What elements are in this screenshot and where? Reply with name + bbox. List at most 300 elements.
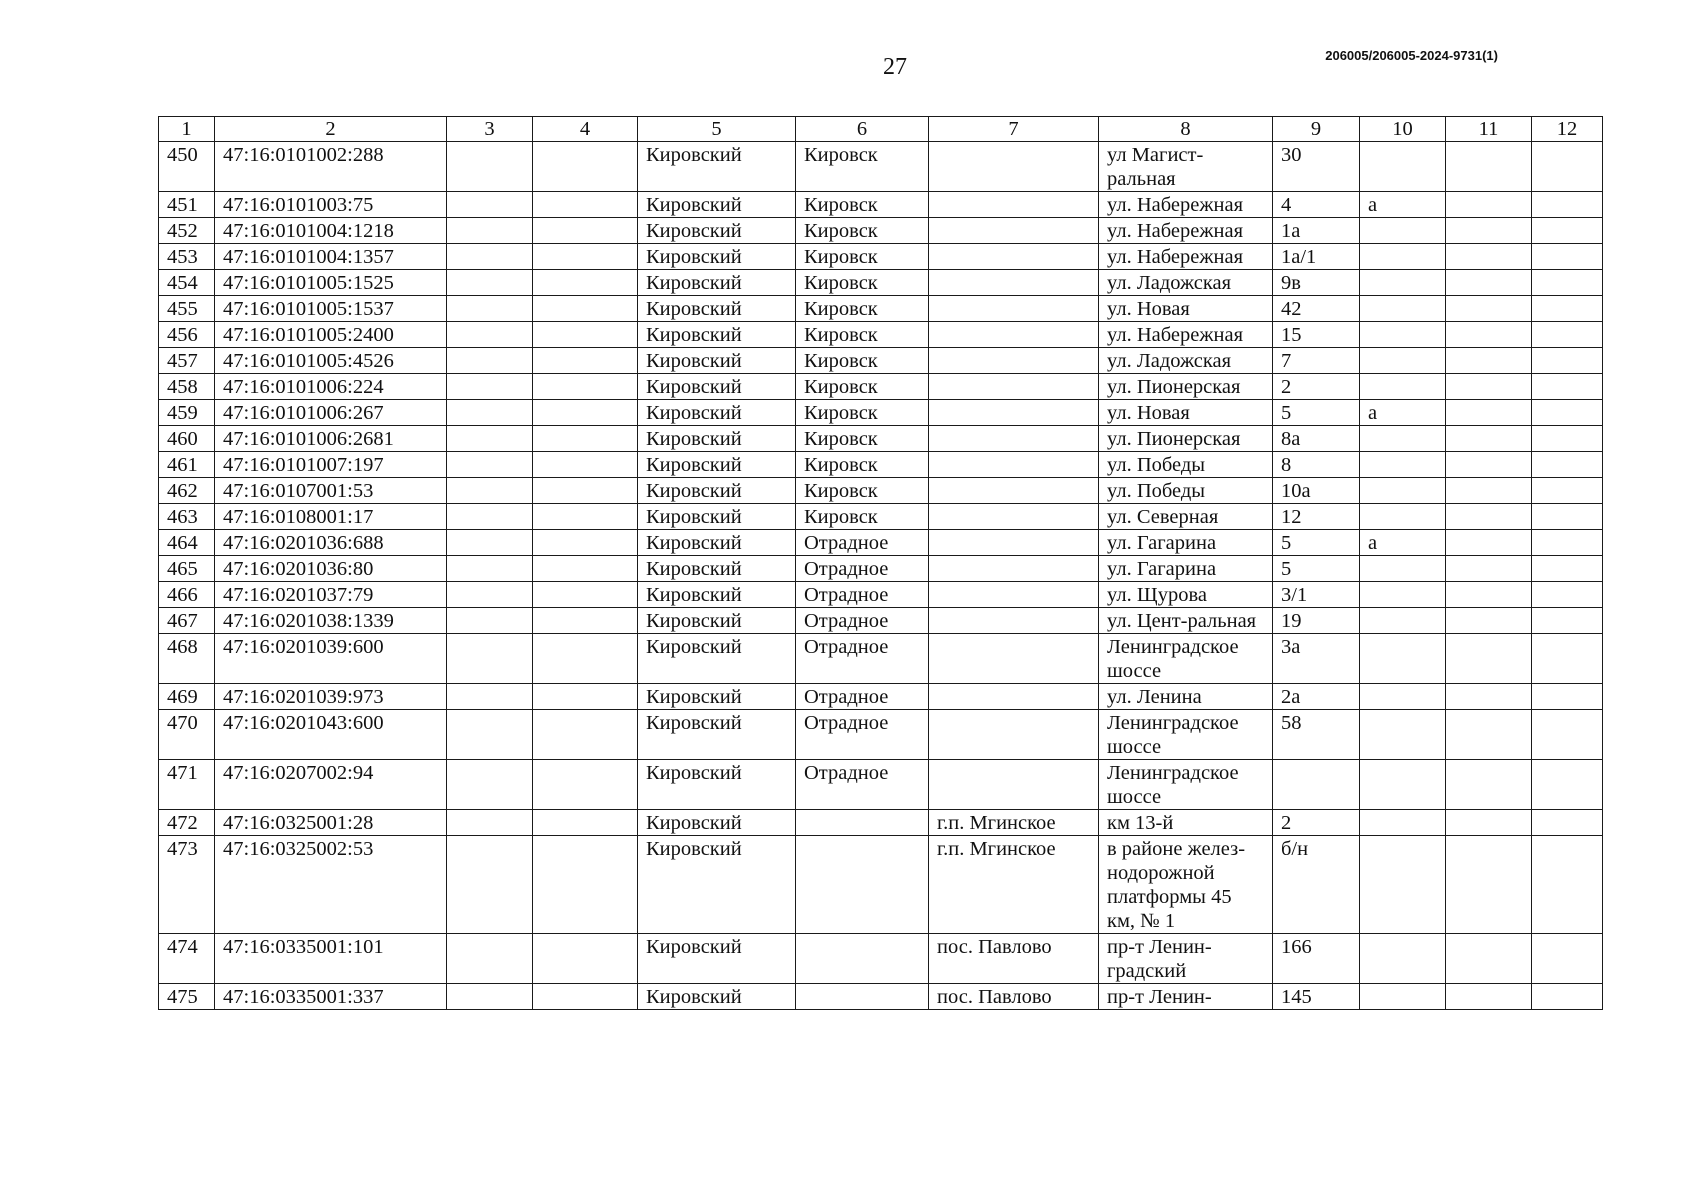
settlement-cell bbox=[929, 244, 1099, 270]
col-11-cell bbox=[1446, 684, 1532, 710]
row-number-cell: 457 bbox=[159, 348, 215, 374]
district-cell: Кировский bbox=[638, 582, 796, 608]
cadastral-number-cell: 47:16:0325002:53 bbox=[215, 836, 447, 934]
column-header-12: 12 bbox=[1532, 117, 1603, 142]
house-number-cell: 15 bbox=[1273, 322, 1360, 348]
settlement-cell bbox=[929, 426, 1099, 452]
col-12-cell bbox=[1532, 810, 1603, 836]
city-cell: Отрадное bbox=[796, 530, 929, 556]
street-cell: ул. Гагарина bbox=[1099, 530, 1273, 556]
cadastral-number-cell: 47:16:0101004:1357 bbox=[215, 244, 447, 270]
city-cell: Кировск bbox=[796, 504, 929, 530]
col-12-cell bbox=[1532, 348, 1603, 374]
house-number-cell: 4 bbox=[1273, 192, 1360, 218]
row-number-cell: 464 bbox=[159, 530, 215, 556]
col-3-cell bbox=[447, 192, 533, 218]
settlement-cell bbox=[929, 452, 1099, 478]
house-number-cell: 42 bbox=[1273, 296, 1360, 322]
col-3-cell bbox=[447, 296, 533, 322]
street-cell: Ленинградское шоссе bbox=[1099, 710, 1273, 760]
row-number-cell: 474 bbox=[159, 934, 215, 984]
street-cell: пр-т Ленин-градский bbox=[1099, 934, 1273, 984]
column-header-7: 7 bbox=[929, 117, 1099, 142]
column-header-4: 4 bbox=[533, 117, 638, 142]
col-11-cell bbox=[1446, 984, 1532, 1010]
settlement-cell bbox=[929, 634, 1099, 684]
col-4-cell bbox=[533, 710, 638, 760]
table-row bbox=[159, 582, 1603, 608]
district-cell: Кировский bbox=[638, 296, 796, 322]
col-12-cell bbox=[1532, 270, 1603, 296]
col-3-cell bbox=[447, 218, 533, 244]
cadastral-number-cell: 47:16:0201036:688 bbox=[215, 530, 447, 556]
col-4-cell bbox=[533, 934, 638, 984]
row-number-cell: 450 bbox=[159, 142, 215, 192]
letter-cell bbox=[1360, 836, 1446, 934]
table-row bbox=[159, 348, 1603, 374]
col-4-cell bbox=[533, 452, 638, 478]
table-row bbox=[159, 608, 1603, 634]
col-4-cell bbox=[533, 608, 638, 634]
cadastral-number-cell: 47:16:0201039:600 bbox=[215, 634, 447, 684]
col-11-cell bbox=[1446, 810, 1532, 836]
col-11-cell bbox=[1446, 452, 1532, 478]
cadastral-number-cell: 47:16:0101005:1525 bbox=[215, 270, 447, 296]
col-12-cell bbox=[1532, 504, 1603, 530]
col-3-cell bbox=[447, 452, 533, 478]
city-cell: Кировск bbox=[796, 322, 929, 348]
settlement-cell bbox=[929, 530, 1099, 556]
col-4-cell bbox=[533, 348, 638, 374]
table-row bbox=[159, 684, 1603, 710]
street-cell: ул. Гагарина bbox=[1099, 556, 1273, 582]
col-11-cell bbox=[1446, 608, 1532, 634]
street-cell: ул. Ладожская bbox=[1099, 348, 1273, 374]
col-3-cell bbox=[447, 582, 533, 608]
letter-cell: а bbox=[1360, 400, 1446, 426]
district-cell: Кировский bbox=[638, 218, 796, 244]
row-number-cell: 465 bbox=[159, 556, 215, 582]
col-11-cell bbox=[1446, 426, 1532, 452]
city-cell: Кировск bbox=[796, 270, 929, 296]
col-3-cell bbox=[447, 426, 533, 452]
col-4-cell bbox=[533, 322, 638, 348]
district-cell: Кировский bbox=[638, 810, 796, 836]
street-cell: ул. Ладожская bbox=[1099, 270, 1273, 296]
col-11-cell bbox=[1446, 270, 1532, 296]
row-number-cell: 470 bbox=[159, 710, 215, 760]
settlement-cell bbox=[929, 374, 1099, 400]
city-cell: Кировск bbox=[796, 374, 929, 400]
col-4-cell bbox=[533, 810, 638, 836]
col-4-cell bbox=[533, 634, 638, 684]
district-cell: Кировский bbox=[638, 608, 796, 634]
row-number-cell: 472 bbox=[159, 810, 215, 836]
col-12-cell bbox=[1532, 426, 1603, 452]
street-cell: ул. Новая bbox=[1099, 400, 1273, 426]
letter-cell bbox=[1360, 984, 1446, 1010]
column-header-1: 1 bbox=[159, 117, 215, 142]
table-row bbox=[159, 634, 1603, 684]
col-11-cell bbox=[1446, 934, 1532, 984]
col-11-cell bbox=[1446, 504, 1532, 530]
settlement-cell bbox=[929, 296, 1099, 322]
letter-cell bbox=[1360, 710, 1446, 760]
col-4-cell bbox=[533, 244, 638, 270]
col-11-cell bbox=[1446, 836, 1532, 934]
col-4-cell bbox=[533, 530, 638, 556]
col-4-cell bbox=[533, 984, 638, 1010]
col-3-cell bbox=[447, 530, 533, 556]
col-11-cell bbox=[1446, 556, 1532, 582]
col-12-cell bbox=[1532, 530, 1603, 556]
cadastral-number-cell: 47:16:0201036:80 bbox=[215, 556, 447, 582]
cadastral-number-cell: 47:16:0335001:101 bbox=[215, 934, 447, 984]
letter-cell bbox=[1360, 218, 1446, 244]
cadastral-number-cell: 47:16:0335001:337 bbox=[215, 984, 447, 1010]
district-cell: Кировский bbox=[638, 634, 796, 684]
street-cell: в районе желез-нодорожной платформы 45 км, № 1 bbox=[1099, 836, 1273, 934]
house-number-cell: 1а/1 bbox=[1273, 244, 1360, 270]
property-table bbox=[158, 116, 1603, 1010]
table-row bbox=[159, 142, 1603, 192]
letter-cell bbox=[1360, 322, 1446, 348]
col-12-cell bbox=[1532, 556, 1603, 582]
cadastral-number-cell: 47:16:0207002:94 bbox=[215, 760, 447, 810]
district-cell: Кировский bbox=[638, 530, 796, 556]
cadastral-number-cell: 47:16:0101002:288 bbox=[215, 142, 447, 192]
column-header-8: 8 bbox=[1099, 117, 1273, 142]
letter-cell bbox=[1360, 582, 1446, 608]
col-11-cell bbox=[1446, 400, 1532, 426]
district-cell: Кировский bbox=[638, 478, 796, 504]
row-number-cell: 453 bbox=[159, 244, 215, 270]
letter-cell bbox=[1360, 504, 1446, 530]
house-number-cell: 8 bbox=[1273, 452, 1360, 478]
cadastral-number-cell: 47:16:0201038:1339 bbox=[215, 608, 447, 634]
letter-cell bbox=[1360, 296, 1446, 322]
col-3-cell bbox=[447, 810, 533, 836]
city-cell: Отрадное bbox=[796, 710, 929, 760]
house-number-cell: 2 bbox=[1273, 374, 1360, 400]
col-11-cell bbox=[1446, 374, 1532, 400]
street-cell: ул. Набережная bbox=[1099, 218, 1273, 244]
col-12-cell bbox=[1532, 452, 1603, 478]
settlement-cell bbox=[929, 270, 1099, 296]
city-cell: Кировск bbox=[796, 192, 929, 218]
column-header-6: 6 bbox=[796, 117, 929, 142]
col-4-cell bbox=[533, 192, 638, 218]
street-cell: ул. Победы bbox=[1099, 478, 1273, 504]
settlement-cell bbox=[929, 218, 1099, 244]
row-number-cell: 475 bbox=[159, 984, 215, 1010]
house-number-cell: 9в bbox=[1273, 270, 1360, 296]
letter-cell bbox=[1360, 142, 1446, 192]
col-3-cell bbox=[447, 504, 533, 530]
col-12-cell bbox=[1532, 710, 1603, 760]
col-11-cell bbox=[1446, 244, 1532, 270]
district-cell: Кировский bbox=[638, 426, 796, 452]
row-number-cell: 456 bbox=[159, 322, 215, 348]
street-cell: ул. Цент-ральная bbox=[1099, 608, 1273, 634]
district-cell: Кировский bbox=[638, 452, 796, 478]
col-3-cell bbox=[447, 478, 533, 504]
district-cell: Кировский bbox=[638, 836, 796, 934]
table-row bbox=[159, 530, 1603, 556]
row-number-cell: 463 bbox=[159, 504, 215, 530]
table-row bbox=[159, 192, 1603, 218]
row-number-cell: 458 bbox=[159, 374, 215, 400]
house-number-cell: 8а bbox=[1273, 426, 1360, 452]
district-cell: Кировский bbox=[638, 504, 796, 530]
letter-cell bbox=[1360, 684, 1446, 710]
cadastral-number-cell: 47:16:0101006:267 bbox=[215, 400, 447, 426]
table-row bbox=[159, 270, 1603, 296]
col-12-cell bbox=[1532, 582, 1603, 608]
house-number-cell: 145 bbox=[1273, 984, 1360, 1010]
col-3-cell bbox=[447, 348, 533, 374]
letter-cell bbox=[1360, 478, 1446, 504]
house-number-cell: 5 bbox=[1273, 556, 1360, 582]
col-3-cell bbox=[447, 400, 533, 426]
col-3-cell bbox=[447, 322, 533, 348]
letter-cell bbox=[1360, 348, 1446, 374]
col-4-cell bbox=[533, 504, 638, 530]
col-12-cell bbox=[1532, 984, 1603, 1010]
col-11-cell bbox=[1446, 530, 1532, 556]
cadastral-number-cell: 47:16:0101003:75 bbox=[215, 192, 447, 218]
letter-cell bbox=[1360, 608, 1446, 634]
settlement-cell bbox=[929, 142, 1099, 192]
col-4-cell bbox=[533, 270, 638, 296]
col-3-cell bbox=[447, 760, 533, 810]
city-cell: Отрадное bbox=[796, 634, 929, 684]
row-number-cell: 468 bbox=[159, 634, 215, 684]
col-12-cell bbox=[1532, 218, 1603, 244]
street-cell: ул. Пионерская bbox=[1099, 426, 1273, 452]
city-cell: Отрадное bbox=[796, 608, 929, 634]
street-cell: ул. Набережная bbox=[1099, 322, 1273, 348]
settlement-cell bbox=[929, 760, 1099, 810]
col-11-cell bbox=[1446, 322, 1532, 348]
row-number-cell: 466 bbox=[159, 582, 215, 608]
col-4-cell bbox=[533, 836, 638, 934]
table-row bbox=[159, 218, 1603, 244]
col-12-cell bbox=[1532, 934, 1603, 984]
table-row bbox=[159, 374, 1603, 400]
col-11-cell bbox=[1446, 192, 1532, 218]
house-number-cell: 30 bbox=[1273, 142, 1360, 192]
settlement-cell: г.п. Мгинское bbox=[929, 810, 1099, 836]
document-id: 206005/206005-2024-9731(1) bbox=[1325, 48, 1498, 63]
table-header-row bbox=[159, 117, 1603, 142]
city-cell: Отрадное bbox=[796, 582, 929, 608]
row-number-cell: 467 bbox=[159, 608, 215, 634]
column-header-3: 3 bbox=[447, 117, 533, 142]
table-row bbox=[159, 400, 1603, 426]
house-number-cell: 166 bbox=[1273, 934, 1360, 984]
street-cell: ул. Ленина bbox=[1099, 684, 1273, 710]
cadastral-number-cell: 47:16:0101005:1537 bbox=[215, 296, 447, 322]
house-number-cell: б/н bbox=[1273, 836, 1360, 934]
street-cell: км 13-й bbox=[1099, 810, 1273, 836]
row-number-cell: 460 bbox=[159, 426, 215, 452]
letter-cell bbox=[1360, 634, 1446, 684]
house-number-cell: 10а bbox=[1273, 478, 1360, 504]
settlement-cell bbox=[929, 478, 1099, 504]
col-4-cell bbox=[533, 218, 638, 244]
row-number-cell: 451 bbox=[159, 192, 215, 218]
col-11-cell bbox=[1446, 478, 1532, 504]
house-number-cell: 19 bbox=[1273, 608, 1360, 634]
table-row bbox=[159, 478, 1603, 504]
house-number-cell: 7 bbox=[1273, 348, 1360, 374]
settlement-cell bbox=[929, 400, 1099, 426]
settlement-cell bbox=[929, 556, 1099, 582]
house-number-cell: 12 bbox=[1273, 504, 1360, 530]
column-header-5: 5 bbox=[638, 117, 796, 142]
table-row bbox=[159, 810, 1603, 836]
col-12-cell bbox=[1532, 608, 1603, 634]
table-row bbox=[159, 710, 1603, 760]
city-cell: Отрадное bbox=[796, 760, 929, 810]
city-cell: Кировск bbox=[796, 218, 929, 244]
letter-cell bbox=[1360, 374, 1446, 400]
settlement-cell bbox=[929, 504, 1099, 530]
row-number-cell: 455 bbox=[159, 296, 215, 322]
column-header-10: 10 bbox=[1360, 117, 1446, 142]
col-3-cell bbox=[447, 634, 533, 684]
column-header-2: 2 bbox=[215, 117, 447, 142]
col-12-cell bbox=[1532, 142, 1603, 192]
col-12-cell bbox=[1532, 478, 1603, 504]
col-3-cell bbox=[447, 608, 533, 634]
house-number-cell: 3/1 bbox=[1273, 582, 1360, 608]
col-3-cell bbox=[447, 556, 533, 582]
city-cell: Кировск bbox=[796, 400, 929, 426]
house-number-cell: 5 bbox=[1273, 530, 1360, 556]
col-4-cell bbox=[533, 374, 638, 400]
table-row bbox=[159, 296, 1603, 322]
col-4-cell bbox=[533, 142, 638, 192]
column-header-11: 11 bbox=[1446, 117, 1532, 142]
house-number-cell: 5 bbox=[1273, 400, 1360, 426]
district-cell: Кировский bbox=[638, 684, 796, 710]
table-row bbox=[159, 452, 1603, 478]
district-cell: Кировский bbox=[638, 348, 796, 374]
city-cell: Кировск bbox=[796, 142, 929, 192]
col-4-cell bbox=[533, 400, 638, 426]
col-4-cell bbox=[533, 556, 638, 582]
cadastral-number-cell: 47:16:0101005:4526 bbox=[215, 348, 447, 374]
col-11-cell bbox=[1446, 760, 1532, 810]
district-cell: Кировский bbox=[638, 244, 796, 270]
city-cell: Кировск bbox=[796, 296, 929, 322]
table-row bbox=[159, 426, 1603, 452]
street-cell: ул. Северная bbox=[1099, 504, 1273, 530]
city-cell bbox=[796, 810, 929, 836]
street-cell: Ленинградское шоссе bbox=[1099, 634, 1273, 684]
col-4-cell bbox=[533, 684, 638, 710]
page-number: 27 bbox=[883, 54, 907, 80]
letter-cell bbox=[1360, 270, 1446, 296]
row-number-cell: 461 bbox=[159, 452, 215, 478]
col-12-cell bbox=[1532, 322, 1603, 348]
settlement-cell bbox=[929, 684, 1099, 710]
col-3-cell bbox=[447, 142, 533, 192]
district-cell: Кировский bbox=[638, 934, 796, 984]
settlement-cell: пос. Павлово bbox=[929, 934, 1099, 984]
city-cell: Кировск bbox=[796, 244, 929, 270]
city-cell: Кировск bbox=[796, 452, 929, 478]
col-11-cell bbox=[1446, 142, 1532, 192]
cadastral-number-cell: 47:16:0108001:17 bbox=[215, 504, 447, 530]
street-cell: ул. Набережная bbox=[1099, 244, 1273, 270]
col-11-cell bbox=[1446, 634, 1532, 684]
letter-cell bbox=[1360, 556, 1446, 582]
cadastral-number-cell: 47:16:0201039:973 bbox=[215, 684, 447, 710]
settlement-cell: пос. Павлово bbox=[929, 984, 1099, 1010]
table-row bbox=[159, 244, 1603, 270]
col-12-cell bbox=[1532, 684, 1603, 710]
settlement-cell bbox=[929, 582, 1099, 608]
row-number-cell: 459 bbox=[159, 400, 215, 426]
house-number-cell: 1а bbox=[1273, 218, 1360, 244]
letter-cell bbox=[1360, 244, 1446, 270]
col-4-cell bbox=[533, 426, 638, 452]
column-header-9: 9 bbox=[1273, 117, 1360, 142]
col-11-cell bbox=[1446, 710, 1532, 760]
cadastral-number-cell: 47:16:0101006:224 bbox=[215, 374, 447, 400]
street-cell: ул. Пионерская bbox=[1099, 374, 1273, 400]
cadastral-number-cell: 47:16:0101004:1218 bbox=[215, 218, 447, 244]
table-row bbox=[159, 760, 1603, 810]
district-cell: Кировский bbox=[638, 322, 796, 348]
letter-cell bbox=[1360, 760, 1446, 810]
col-3-cell bbox=[447, 984, 533, 1010]
col-3-cell bbox=[447, 270, 533, 296]
city-cell: Кировск bbox=[796, 426, 929, 452]
district-cell: Кировский bbox=[638, 710, 796, 760]
row-number-cell: 452 bbox=[159, 218, 215, 244]
street-cell: пр-т Ленин- bbox=[1099, 984, 1273, 1010]
col-3-cell bbox=[447, 244, 533, 270]
city-cell: Отрадное bbox=[796, 556, 929, 582]
street-cell: Ленинградское шоссе bbox=[1099, 760, 1273, 810]
city-cell: Отрадное bbox=[796, 684, 929, 710]
col-4-cell bbox=[533, 296, 638, 322]
settlement-cell: г.п. Мгинское bbox=[929, 836, 1099, 934]
cadastral-number-cell: 47:16:0101007:197 bbox=[215, 452, 447, 478]
district-cell: Кировский bbox=[638, 400, 796, 426]
district-cell: Кировский bbox=[638, 374, 796, 400]
settlement-cell bbox=[929, 192, 1099, 218]
settlement-cell bbox=[929, 608, 1099, 634]
district-cell: Кировский bbox=[638, 270, 796, 296]
table-row bbox=[159, 322, 1603, 348]
col-12-cell bbox=[1532, 760, 1603, 810]
row-number-cell: 471 bbox=[159, 760, 215, 810]
letter-cell bbox=[1360, 810, 1446, 836]
cadastral-number-cell: 47:16:0201043:600 bbox=[215, 710, 447, 760]
street-cell: ул Магист-ральная bbox=[1099, 142, 1273, 192]
settlement-cell bbox=[929, 322, 1099, 348]
col-12-cell bbox=[1532, 192, 1603, 218]
city-cell bbox=[796, 984, 929, 1010]
col-4-cell bbox=[533, 478, 638, 504]
letter-cell bbox=[1360, 426, 1446, 452]
col-3-cell bbox=[447, 684, 533, 710]
